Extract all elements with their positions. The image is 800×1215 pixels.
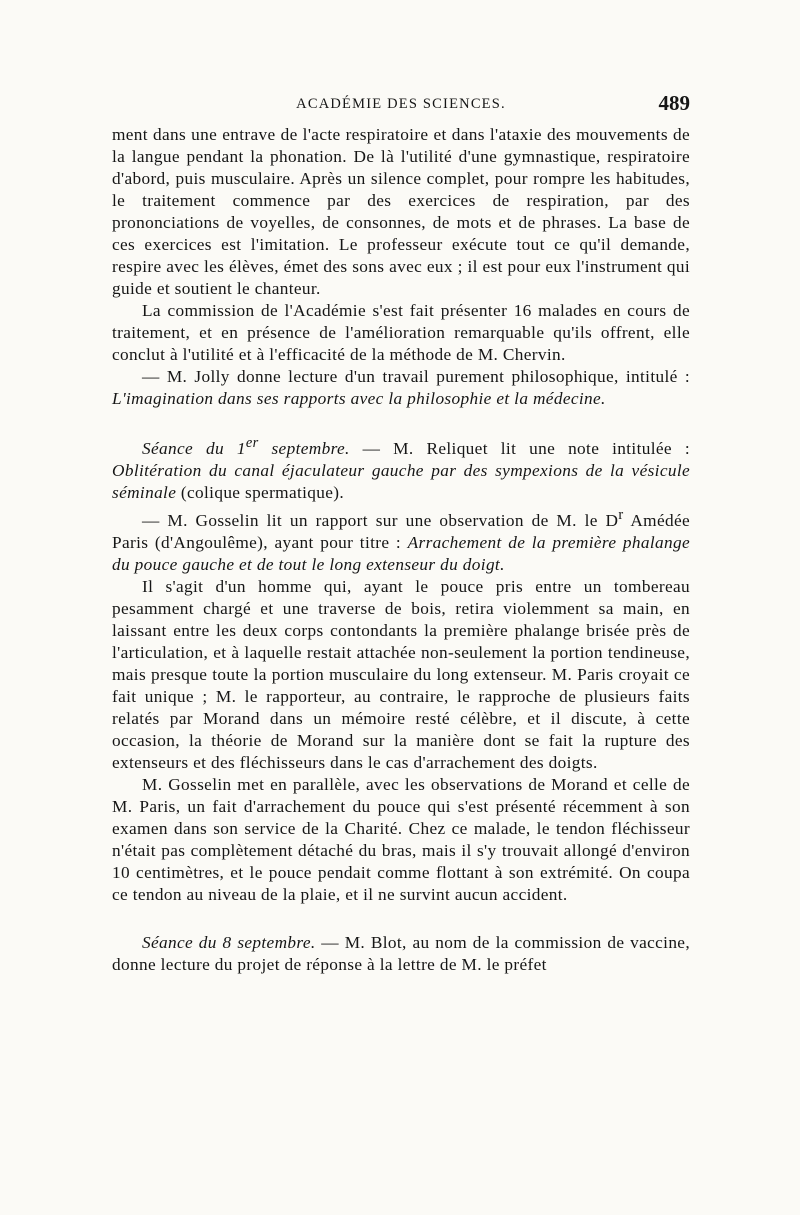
seance-heading [142,435,350,458]
running-head [112,91,690,122]
running-title: ACADÉMIE DES SCIENCES. [296,96,506,112]
doctor-superscript: r [618,506,624,523]
paragraph-seance-1-septembre [112,432,690,504]
page [112,91,691,976]
gosselin-title: Arrachement de la première phalange du pouce gauche et de tout le long extenseur du doigt. [112,532,690,574]
paragraph-jolly [112,366,690,410]
reliquet-note: (colique spermatique). [176,482,345,502]
jolly-text: — M. Jolly donne lecture d'un travail purement philosophique, intitulé : [142,367,690,386]
body-text [112,124,690,976]
paragraph-gosselin-rapport [112,504,690,576]
paragraph-speech-therapy: ment dans une entrave de l'acte respiratoire et dans l'ataxie des mouvements de la langue pendant la phonation. De là l'utilité d'une gymnastique, respiratoire d'abord, puis musculaire. Après un silence complet, pour rompre les habitudes, le traitement commence par des exercices de respiration, par des prononciations de voyelles, de consonnes, de mots et de phrases. La base de ces exercices est l'imitation. Le professeur exécute tout ce qu'il demande, respire avec les élèves, émet des sons avec eux ; il est pour eux l'instrument qui guide et soutient le chanteur. [112,125,690,298]
paragraph-case-description: Il s'agit d'un homme qui, ayant le pouce pris entre un tombereau pesamment chargé et une traverse de bois, retira violemment sa main, en laissant entre les deux corps contondants la première phalange brisée près de l'articulation, et à laquelle restait attachée non-seulement la portion tendineuse, mais presque toute la portion musculaire du long extenseur. M. Paris croyait ce fait unique ; M. le rapporteur, au contraire, le rapproche de plusieurs faits relatés par Morand dans un mémoire resté célèbre, et il discute, à cette occasion, la théorie de Morand sur la manière dont se fait la rupture des extenseurs et des fléchisseurs dans le cas d'arrachement des doigts. [112,576,690,772]
reliquet-text: — M. Reliquet lit une note intitulée : [349,438,690,458]
paragraph-gosselin-parallel: M. Gosselin met en parallèle, avec les observations de Morand et celle de M. Paris, un fait d'arrachement du pouce qui s'est présenté récemment à son examen dans son service de la Charité. Chez ce malade, le tendon fléchisseur n'était pas complètement détaché du bras, mais il s'y trouvait allongé d'environ 10 centimètres, et le pouce pendait comme flottant à son extrémité. On coupa ce tendon au niveau de la plaie, et il ne survint aucun accident. [112,774,690,904]
seance-superscript: er [245,435,259,451]
paragraph-commission: La commission de l'Académie s'est fait présenter 16 malades en cours de traitement, et en présence de l'amélioration remarquable qu'ils offrent, elle conclut à l'utilité et à l'efficacité de la méthode de M. Chervin. [112,301,690,364]
gosselin-text-2: Amédée Paris (d'Angoulême), ayant pour titre : [112,510,691,552]
seance-month: septembre. [258,438,350,458]
reliquet-title: Oblitération du canal éjaculateur gauche par des sympexions de la vésicule séminale [112,460,690,502]
jolly-title: L'imagination dans ses rapports avec la philosophie et la médecine. [112,389,606,408]
paragraph-seance-8-septembre [112,932,690,976]
seance-date: Séance du 1 [142,438,246,458]
gosselin-text: — M. Gosselin lit un rapport sur une observation de M. le D [142,510,619,530]
page-number: 489 [658,91,690,115]
seance-8-heading: Séance du 8 septembre. [142,932,316,952]
blot-text: — M. Blot, au nom de la commission de vaccine, donne lecture du projet de réponse à la lettre de M. le préfet [112,932,691,974]
